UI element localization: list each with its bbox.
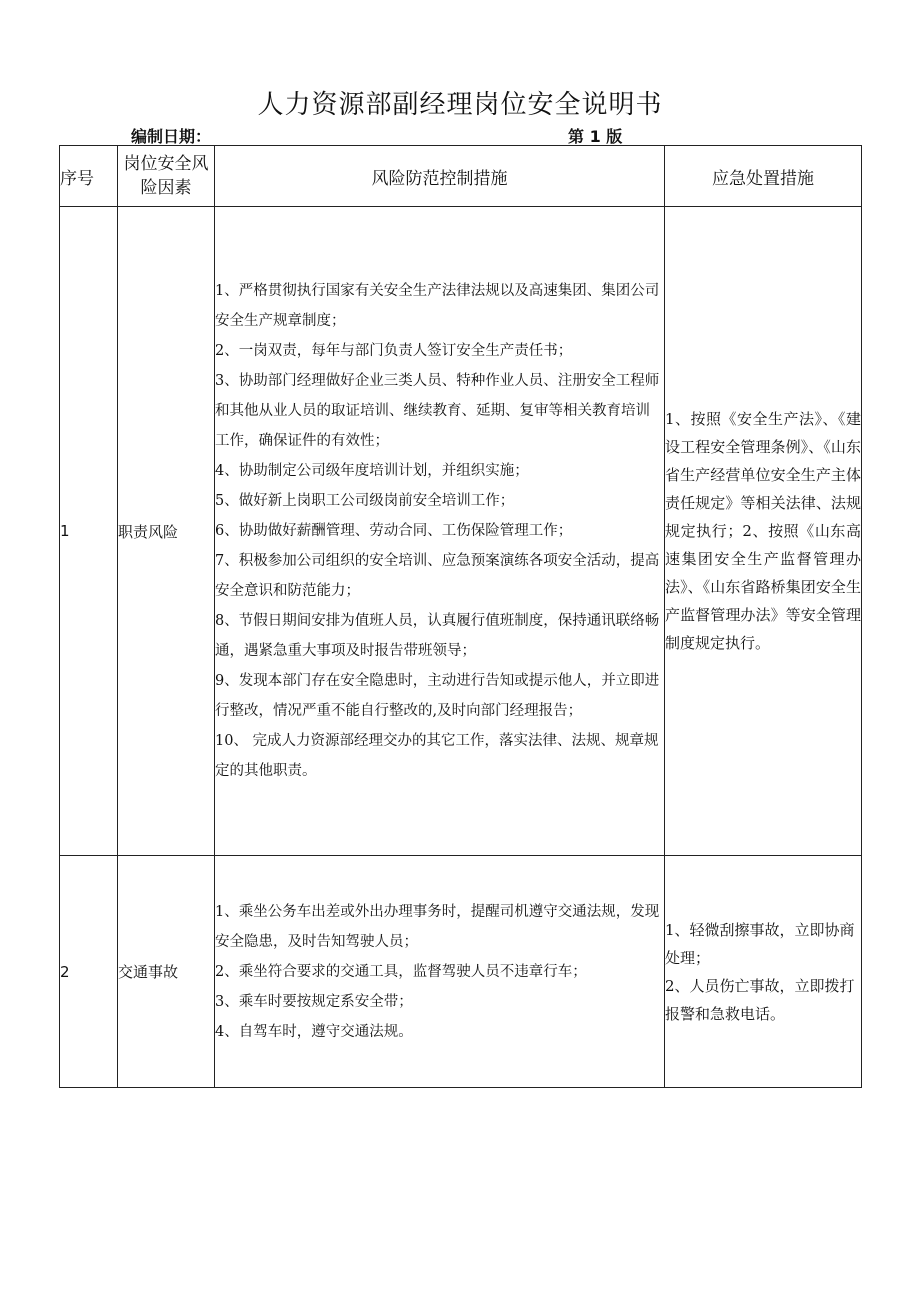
measure-item: 2、一岗双责，每年与部门负责人签订安全生产责任书；	[215, 343, 573, 359]
measure-item: 3、乘车时要按规定系安全带；	[215, 993, 413, 1010]
measure-item: 4、自驾车时，遵守交通法规。	[215, 1023, 413, 1040]
emergency-item: 1、轻微刮擦事故，立即协商处理；	[665, 920, 855, 967]
measure-item: 7、积极参加公司组织的安全培训、应急预案演练各项安全活动，提高安全意识和防范能力；	[215, 553, 660, 599]
measure-item: 10、 完成人力资源部经理交办的其它工作，落实法律、法规、规章规定的其他职责。	[215, 733, 659, 779]
header-control-measures: 风险防范控制措施	[215, 146, 665, 207]
version-label: 第 1 版	[568, 127, 623, 146]
safety-table	[59, 145, 862, 1088]
row-emergency-measures: 1、按照《安全生产法》、《建设工程安全管理条例》、《山东省生产经营单位安全生产主体责任规定》等相关法律、法规规定执行；2、按照《山东高速集团安全生产监督管理办法》、《山东省路桥集团安全生产监督管理办法》等安全管理制度规定执行。	[665, 207, 862, 856]
measure-item: 2、乘坐符合要求的交通工具，监督驾驶人员不违章行车；	[215, 963, 587, 980]
table-row	[60, 207, 862, 856]
measure-item: 8、节假日期间安排为值班人员，认真履行值班制度，保持通讯联络畅通，遇紧急重大事项及时报告带班领导；	[215, 613, 660, 659]
row-control-measures	[215, 207, 665, 856]
emergency-item: 2、人员伤亡事故，立即拨打报警和急救电话。	[665, 976, 855, 1023]
measure-item: 1、严格贯彻执行国家有关安全生产法律法规以及高速集团、集团公司安全生产规章制度；	[215, 283, 660, 329]
measure-item: 1、乘坐公务车出差或外出办理事务时，提醒司机遵守交通法规，发现安全隐患，及时告知驾驶人员；	[215, 903, 660, 950]
row-seq: 1	[60, 207, 118, 856]
header-emergency-measures: 应急处置措施	[665, 146, 862, 207]
row-emergency-measures	[665, 856, 862, 1088]
table-row	[60, 856, 862, 1088]
measure-item: 9、发现本部门存在安全隐患时，主动进行告知或提示他人，并立即进行整改，情况严重不能自行整改的,及时向部门经理报告；	[215, 673, 660, 719]
page-title: 人力资源部副经理岗位安全说明书	[257, 90, 663, 120]
row-risk-factor: 职责风险	[118, 207, 215, 856]
header-seq: 序号	[60, 146, 118, 207]
row-seq: 2	[60, 856, 118, 1088]
measure-item: 5、做好新上岗职工公司级岗前安全培训工作；	[215, 493, 515, 509]
date-label: 编制日期：	[131, 127, 212, 146]
measure-item: 6、协助做好薪酬管理、劳动合同、工伤保险管理工作；	[215, 523, 573, 539]
measure-item: 4、协助制定公司级年度培训计划，并组织实施；	[215, 463, 529, 479]
table-header-row	[60, 146, 862, 207]
row-control-measures	[215, 856, 665, 1088]
row-risk-factor: 交通事故	[118, 856, 215, 1088]
measure-item: 3、协助部门经理做好企业三类人员、特种作业人员、注册安全工程师和其他从业人员的取证培训、继续教育、延期、复审等相关教育培训工作，确保证件的有效性；	[215, 373, 660, 449]
header-risk-factor: 岗位安全风险因素	[118, 146, 215, 207]
